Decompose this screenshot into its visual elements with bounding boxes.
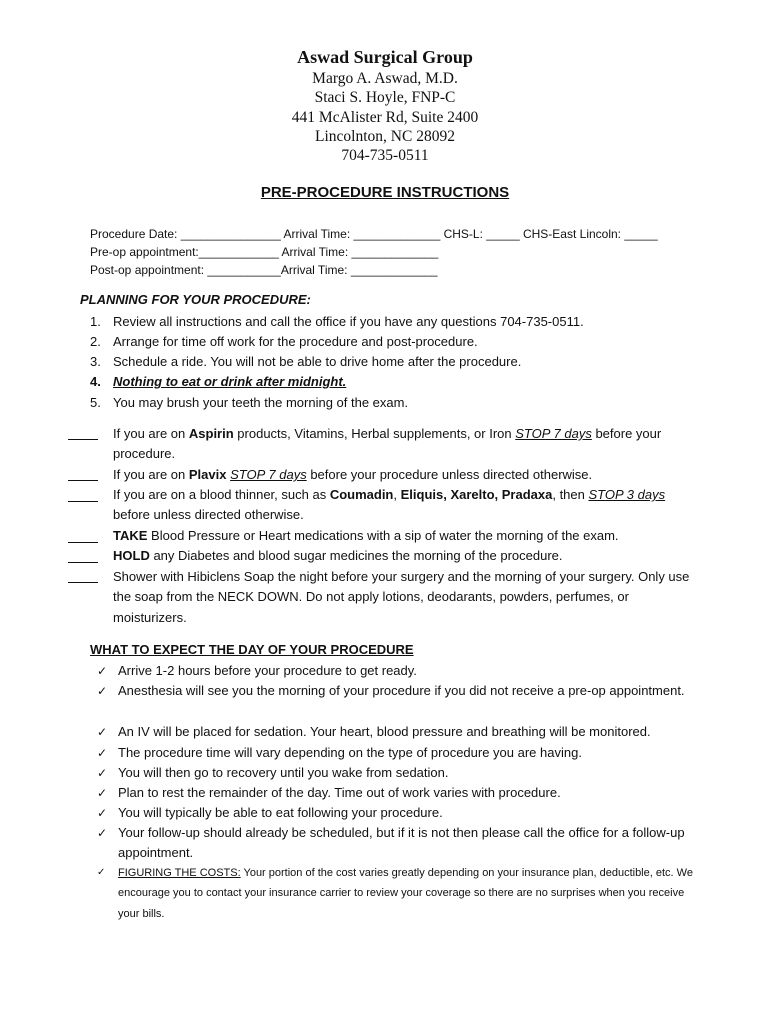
expect-item: ✓ You will then go to recovery until you wake from sedation.: [97, 763, 707, 783]
practice-name: Aswad Surgical Group: [297, 47, 473, 67]
diabetes-meds-instruction: HOLD any Diabetes and blood sugar medicines the morning of the procedure.: [113, 548, 563, 563]
check-icon: ✓: [97, 826, 108, 840]
expect-heading: WHAT TO EXPECT THE DAY OF YOUR PROCEDURE: [90, 642, 414, 657]
aspirin-checkbox-blank[interactable]: [68, 426, 98, 440]
check-icon: ✓: [97, 766, 108, 780]
shower-checkbox-blank[interactable]: [68, 569, 98, 583]
expect-item: ✓ Plan to rest the remainder of the day. Time out of work varies with procedure.: [97, 783, 707, 803]
check-icon: ✓: [97, 746, 108, 760]
procedure-date-row[interactable]: Procedure Date: _______________ Arrival Time: _____________ CHS-L: _____ CHS-East Lincoln: _____: [90, 227, 658, 241]
costs-item: ✓ FIGURING THE COSTS: Your portion of the cost varies greatly depending on your insurance plan, deductible, etc. We encourage you to contact your insurance carrier to review your coverage so there are no surprises when you receive your bills.: [97, 863, 707, 924]
planning-heading: PLANNING FOR YOUR PROCEDURE:: [80, 292, 311, 307]
expect-item: ✓ You will typically be able to eat following your procedure.: [97, 803, 707, 823]
page-title: PRE-PROCEDURE INSTRUCTIONS: [260, 184, 510, 201]
check-icon: ✓: [97, 684, 108, 698]
expect-item: ✓ An IV will be placed for sedation. Your heart, blood pressure and breathing will be monitored.: [97, 722, 707, 742]
diabetes-meds-checkbox-blank[interactable]: [68, 549, 98, 563]
bp-meds-instruction: TAKE Blood Pressure or Heart medications with a sip of water the morning of the exam.: [113, 528, 619, 543]
pre-op-appointment-row[interactable]: Pre-op appointment:____________ Arrival Time: _____________: [90, 245, 439, 259]
post-op-appointment-row[interactable]: Post-op appointment: ___________Arrival Time: _____________: [90, 263, 438, 277]
plavix-checkbox-blank[interactable]: [68, 467, 98, 481]
planning-item-fasting: 4. Nothing to eat or drink after midnight.: [90, 374, 347, 389]
expect-item: ✓ The procedure time will vary depending on the type of procedure you are having.: [97, 743, 707, 763]
check-icon: ✓: [97, 806, 108, 820]
phone-number: 704-735-0511: [341, 147, 429, 164]
check-icon: ✓: [97, 786, 108, 800]
planning-item: 2. Arrange for time off work for the procedure and post-procedure.: [90, 334, 478, 349]
plavix-instruction: If you are on Plavix STOP 7 days before your procedure unless directed otherwise.: [113, 467, 593, 482]
planning-item: 1. Review all instructions and call the office if you have any questions 704-735-0511.: [90, 314, 584, 329]
expect-item: ✓ Arrive 1-2 hours before your procedure to get ready.: [97, 661, 707, 681]
planning-item: 5. You may brush your teeth the morning of the exam.: [90, 395, 409, 410]
aspirin-instruction: If you are on Aspirin products, Vitamins, Herbal supplements, or Iron STOP 7 days before your procedure.: [113, 426, 662, 462]
shower-instruction: Shower with Hibiclens Soap the night before your surgery and the morning of your surgery. Only use the soap from the NECK DOWN. Do not apply lotions, deodarants, powders, perfumes, or moisturizers.: [113, 569, 690, 625]
street-address: 441 McAlister Rd, Suite 2400: [291, 109, 479, 126]
check-icon: ✓: [97, 664, 108, 678]
planning-item: 3. Schedule a ride. You will not be able to drive home after the procedure.: [90, 354, 522, 369]
city-state-zip: Lincolnton, NC 28092: [315, 128, 455, 145]
expect-item: ✓ Anesthesia will see you the morning of your procedure if you did not receive a pre-op appointment.: [97, 681, 707, 701]
check-icon: ✓: [97, 725, 108, 739]
blood-thinner-checkbox-blank[interactable]: [68, 488, 98, 502]
np-name: Staci S. Hoyle, FNP-C: [314, 89, 456, 106]
bp-meds-checkbox-blank[interactable]: [68, 529, 98, 543]
expect-item: ✓ Your follow-up should already be scheduled, but if it is not then please call the office for a follow-up appointment.: [97, 825, 685, 861]
blood-thinner-instruction: If you are on a blood thinner, such as Coumadin, Eliquis, Xarelto, Pradaxa, then STOP 3 days before unless directed otherwise.: [113, 487, 666, 523]
doctor-name: Margo A. Aswad, M.D.: [312, 70, 458, 87]
check-icon: ✓: [97, 867, 106, 878]
